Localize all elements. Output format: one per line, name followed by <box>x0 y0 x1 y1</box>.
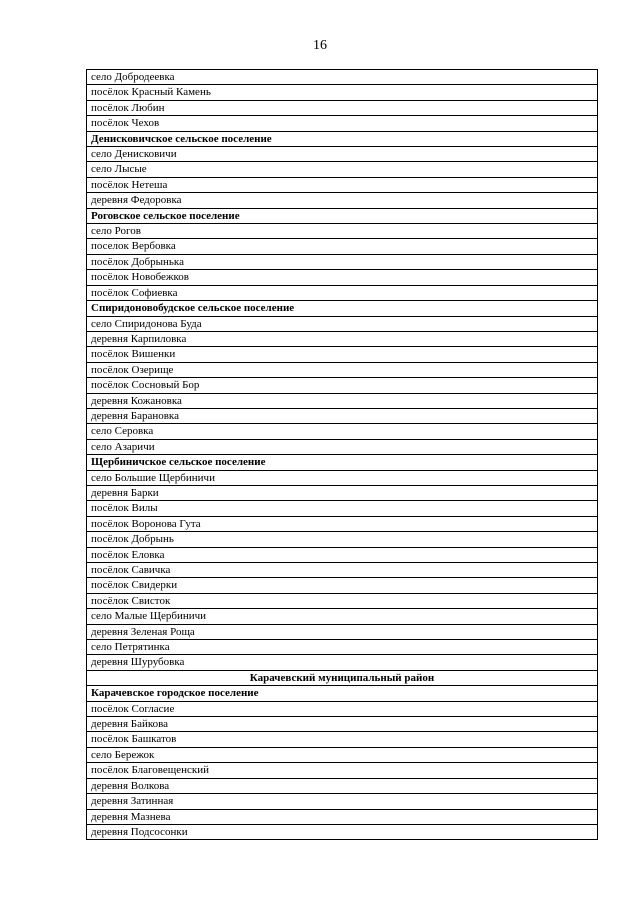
settlement-name: посёлок Свисток <box>87 593 598 608</box>
settlement-name: деревня Байкова <box>87 717 598 732</box>
settlement-name: посёлок Еловка <box>87 547 598 562</box>
settlement-row <box>87 763 598 778</box>
settlement-row <box>87 532 598 547</box>
settlement-table-body <box>87 70 598 840</box>
settlement-name: посёлок Озерище <box>87 362 598 377</box>
settlement-name: посёлок Любин <box>87 100 598 115</box>
settlement-row <box>87 609 598 624</box>
settlement-row <box>87 177 598 192</box>
settlement-row <box>87 640 598 655</box>
settlement-name: село Добродеевка <box>87 70 598 85</box>
settlement-name: деревня Зеленая Роща <box>87 624 598 639</box>
settlement-name: село Бережок <box>87 747 598 762</box>
settlement-row <box>87 347 598 362</box>
settlement-row <box>87 732 598 747</box>
settlement-name: посёлок Добрынь <box>87 532 598 547</box>
settlement-heading-row <box>87 301 598 316</box>
settlement-row <box>87 408 598 423</box>
settlement-name: село Спиридонова Буда <box>87 316 598 331</box>
settlement-row <box>87 70 598 85</box>
settlement-row <box>87 501 598 516</box>
settlement-name: деревня Затинная <box>87 794 598 809</box>
settlement-heading: Спиридоновобудское сельское поселение <box>87 301 598 316</box>
settlement-heading-row <box>87 131 598 146</box>
page-number: 16 <box>313 38 327 53</box>
settlement-row <box>87 316 598 331</box>
settlement-name: посёлок Софиевка <box>87 285 598 300</box>
settlement-row <box>87 717 598 732</box>
settlement-heading-row <box>87 455 598 470</box>
settlement-name: посёлок Савичка <box>87 563 598 578</box>
settlement-row <box>87 116 598 131</box>
settlement-name: деревня Федоровка <box>87 193 598 208</box>
settlement-name: деревня Шурубовка <box>87 655 598 670</box>
settlement-name: поселок Вербовка <box>87 239 598 254</box>
settlement-row <box>87 193 598 208</box>
settlement-row <box>87 701 598 716</box>
settlement-row <box>87 547 598 562</box>
settlement-name: посёлок Добрынька <box>87 254 598 269</box>
district-heading-row <box>87 670 598 685</box>
settlement-name: село Петрятинка <box>87 640 598 655</box>
settlement-row <box>87 424 598 439</box>
settlement-row <box>87 747 598 762</box>
settlement-name: посёлок Сосновый Бор <box>87 378 598 393</box>
settlement-name: посёлок Новобежков <box>87 270 598 285</box>
settlement-row <box>87 809 598 824</box>
settlement-row <box>87 824 598 839</box>
district-heading: Карачевский муниципальный район <box>87 670 598 685</box>
settlement-heading-row <box>87 208 598 223</box>
settlement-name: посёлок Башкатов <box>87 732 598 747</box>
settlement-name: посёлок Благовещенский <box>87 763 598 778</box>
settlement-row <box>87 100 598 115</box>
settlement-row <box>87 794 598 809</box>
settlement-row <box>87 270 598 285</box>
settlement-name: посёлок Чехов <box>87 116 598 131</box>
settlement-row <box>87 162 598 177</box>
settlement-row <box>87 224 598 239</box>
settlement-heading: Роговское сельское поселение <box>87 208 598 223</box>
settlement-heading: Денисковичское сельское поселение <box>87 131 598 146</box>
settlement-row <box>87 362 598 377</box>
settlement-heading-row <box>87 686 598 701</box>
settlement-heading: Карачевское городское поселение <box>87 686 598 701</box>
settlement-row <box>87 624 598 639</box>
settlement-heading: Щербиничское сельское поселение <box>87 455 598 470</box>
settlement-table <box>86 69 598 840</box>
settlement-row <box>87 593 598 608</box>
settlement-row <box>87 470 598 485</box>
settlement-row <box>87 254 598 269</box>
settlement-name: село Малые Щербиничи <box>87 609 598 624</box>
settlement-name: деревня Подсосонки <box>87 824 598 839</box>
settlement-name: деревня Карпиловка <box>87 331 598 346</box>
settlement-row <box>87 485 598 500</box>
settlement-name: посёлок Вилы <box>87 501 598 516</box>
settlement-row <box>87 285 598 300</box>
settlement-row <box>87 563 598 578</box>
settlement-name: село Лысые <box>87 162 598 177</box>
settlement-name: посёлок Вишенки <box>87 347 598 362</box>
settlement-row <box>87 393 598 408</box>
settlement-name: село Рогов <box>87 224 598 239</box>
settlement-name: посёлок Нетеша <box>87 177 598 192</box>
settlement-row <box>87 516 598 531</box>
settlement-row <box>87 239 598 254</box>
settlement-name: посёлок Красный Камень <box>87 85 598 100</box>
settlement-name: посёлок Воронова Гута <box>87 516 598 531</box>
settlement-name: село Большие Щербиничи <box>87 470 598 485</box>
settlement-name: село Азаричи <box>87 439 598 454</box>
settlement-name: деревня Волкова <box>87 778 598 793</box>
settlement-name: деревня Барановка <box>87 408 598 423</box>
settlement-row <box>87 378 598 393</box>
settlement-name: село Серовка <box>87 424 598 439</box>
settlement-name: деревня Мазнева <box>87 809 598 824</box>
settlement-row <box>87 578 598 593</box>
settlement-row <box>87 331 598 346</box>
settlement-row <box>87 778 598 793</box>
settlement-row <box>87 655 598 670</box>
settlement-row <box>87 85 598 100</box>
settlement-name: деревня Барки <box>87 485 598 500</box>
settlement-name: посёлок Согласие <box>87 701 598 716</box>
settlement-name: село Денисковичи <box>87 147 598 162</box>
settlement-name: посёлок Свидерки <box>87 578 598 593</box>
settlement-row <box>87 439 598 454</box>
settlement-name: деревня Кожановка <box>87 393 598 408</box>
settlement-row <box>87 147 598 162</box>
